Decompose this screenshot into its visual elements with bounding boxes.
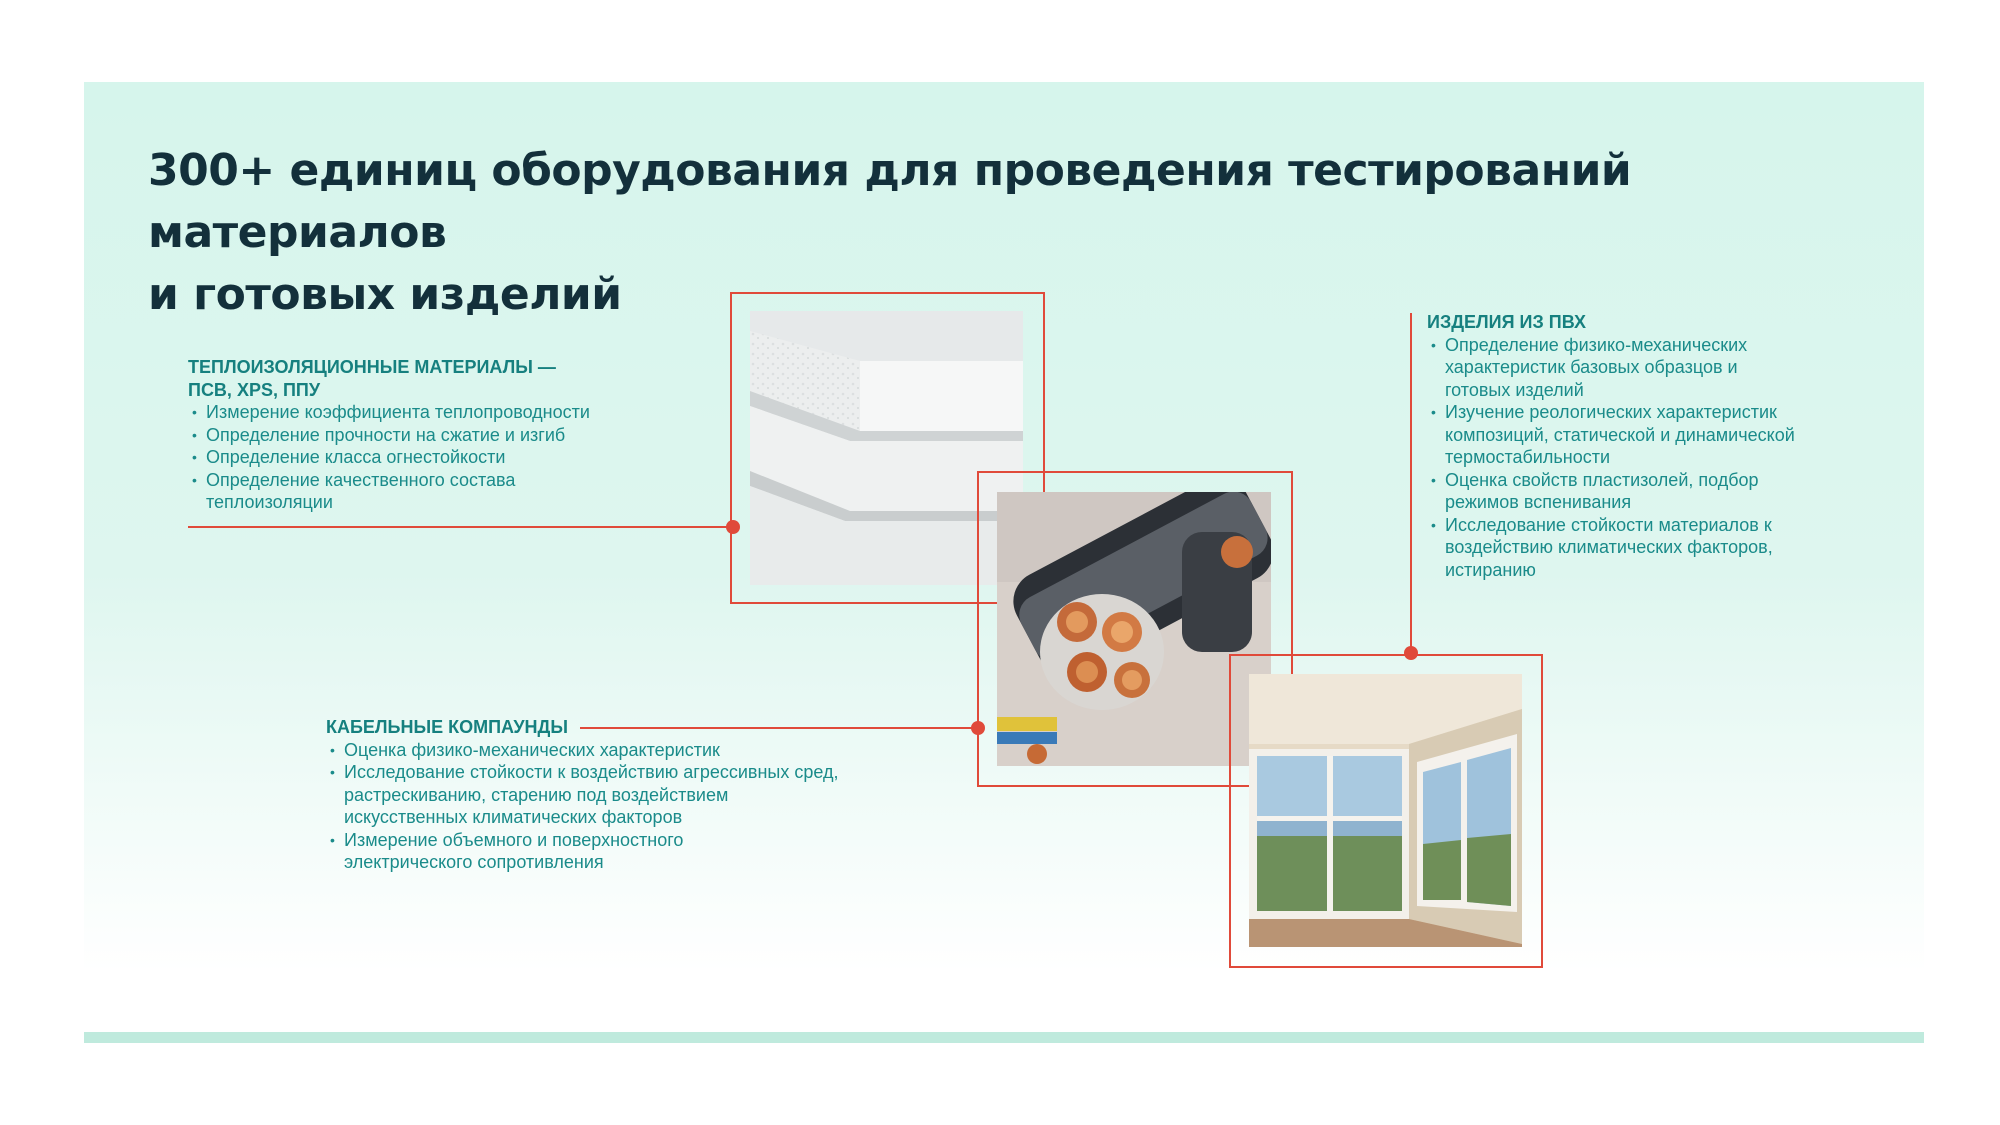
cables-section — [326, 716, 846, 874]
slide-title-line-1: 300+ единиц оборудования для проведения тестирований материалов — [148, 145, 1632, 258]
slide-title-line-2: и готовых изделий — [148, 269, 622, 320]
insulation-heading — [188, 356, 668, 401]
list-item: • Определение класса огнестойкости — [188, 446, 668, 469]
list-item: • Исследование стойкости материалов к воздействию климатических факторов, истиранию — [1427, 514, 1845, 582]
list-item: • Измерение коэффициента теплопроводности — [188, 401, 668, 424]
list-item: • Изучение реологических характеристик композиций, статической и динамической термостабильности — [1427, 401, 1845, 469]
insulation-heading-line-2: ПСВ, XPS, ППУ — [188, 379, 321, 400]
insulation-connector-line — [188, 526, 732, 528]
insulation-list — [188, 401, 668, 514]
list-item: • Определение физико-механических характеристик базовых образцов и готовых изделий — [1427, 334, 1780, 402]
bottom-accent-bar — [84, 1032, 1924, 1043]
list-item: • Определение прочности на сжатие и изгиб — [188, 424, 668, 447]
list-item: • Оценка свойств пластизолей, подбор режимов вспенивания — [1427, 469, 1795, 514]
list-item: • Измерение объемного и поверхностного электрического сопротивления — [326, 829, 744, 874]
list-item: • Определение качественного состава теплоизоляции — [188, 469, 536, 514]
cables-heading: КАБЕЛЬНЫЕ КОМПАУНДЫ — [326, 717, 568, 737]
windows-room-illustration — [1249, 674, 1522, 947]
cables-connector-line — [580, 727, 978, 729]
insulation-section — [188, 356, 668, 514]
cables-list — [326, 739, 846, 874]
pvc-connector-line — [1410, 313, 1412, 653]
pvc-list — [1427, 334, 1847, 582]
list-item: • Оценка физико-механических характеристик — [326, 739, 846, 762]
insulation-heading-line-1: ТЕПЛОИЗОЛЯЦИОННЫЕ МАТЕРИАЛЫ — — [188, 357, 556, 377]
list-item: • Исследование стойкости к воздействию агрессивных сред, растрескиванию, старению под воздействием искусственных климатических факторов — [326, 761, 844, 829]
pvc-heading: ИЗДЕЛИЯ ИЗ ПВХ — [1427, 312, 1587, 332]
pvc-section — [1427, 311, 1847, 581]
pvc-image — [1249, 674, 1522, 947]
